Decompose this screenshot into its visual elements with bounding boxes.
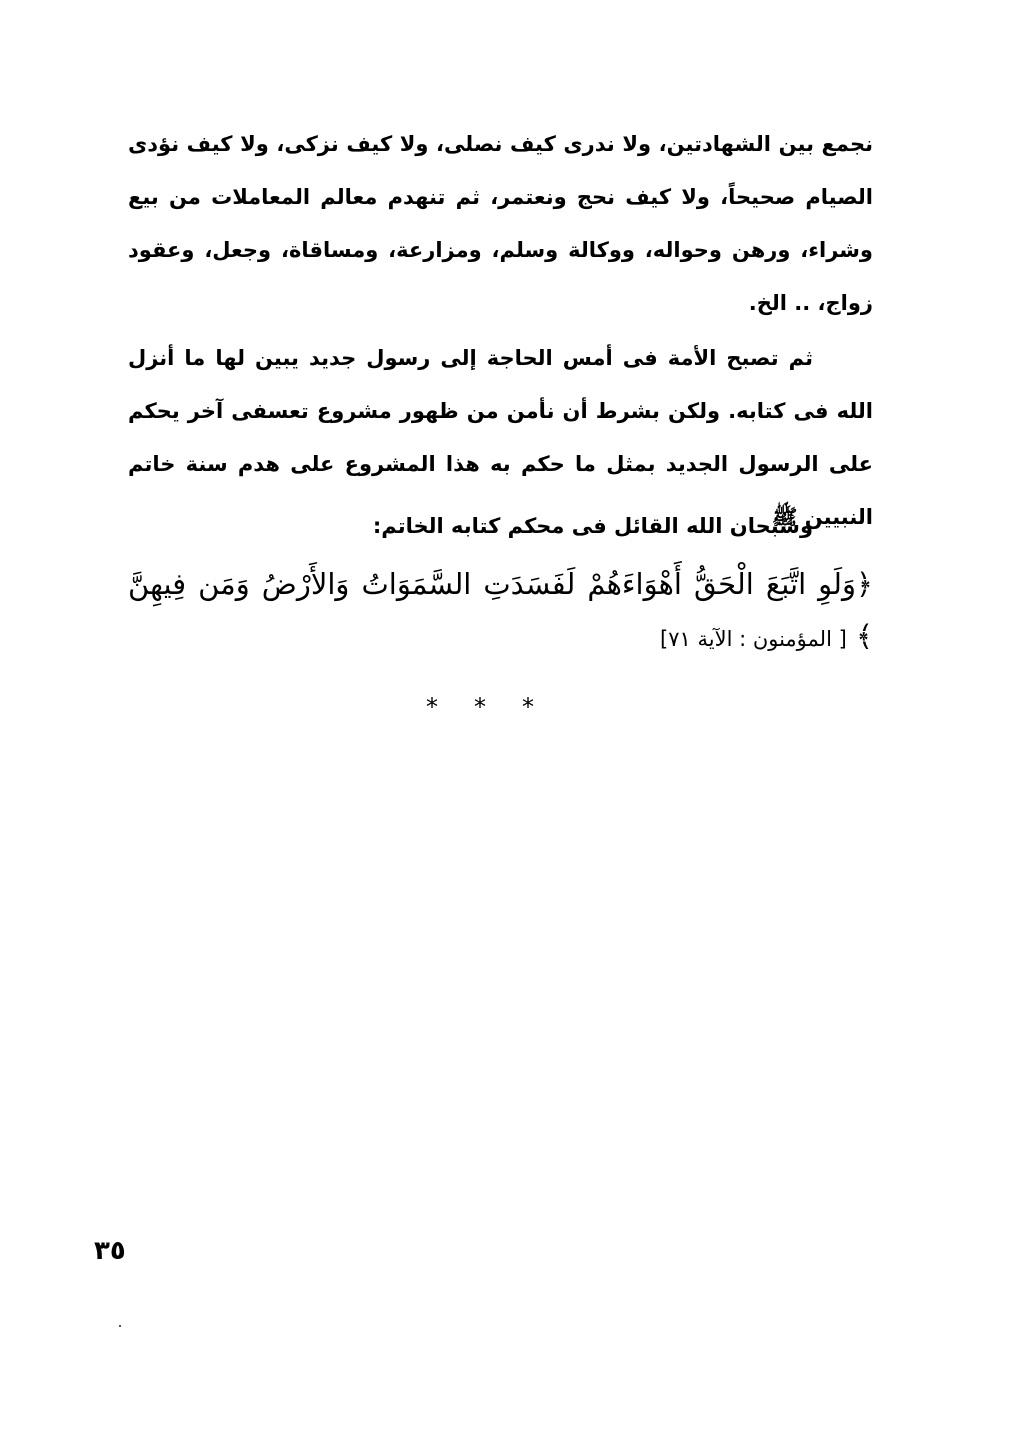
- quran-verse-text: ﴿وَلَوِ اتَّبَعَ الْحَقُّ أَهْوَاءَهُمْ لَفَسَدَتِ السَّمَوَاتُ وَالأَرْضُ وَمَن فِيهِنَّ ﴾: [128, 567, 873, 653]
- paragraph-3: وسبحان الله القائل فى محكم كتابه الخاتم:: [372, 514, 813, 538]
- section-separator: [420, 692, 540, 722]
- separator-star: *: [474, 693, 486, 721]
- page-number: ٣٥: [94, 1236, 126, 1266]
- separator-star: *: [522, 693, 534, 721]
- quran-verse-reference: [ المؤمنون : الآية ٧١]: [660, 627, 847, 651]
- quran-verse-block: [128, 558, 873, 665]
- paragraph-2: ثم تصبح الأمة فى أمس الحاجة إلى رسول جديد يبين لها ما أنزل الله فى كتابه. ولكن بشرط أن نأمن من ظهور مشروع تعسفى آخر يحكم على الرسول الجديد بمثل ما حكم به هذا المشروع على هدم سنة خاتم النبيين ﷺ: [128, 346, 873, 529]
- separator-star: *: [426, 693, 438, 721]
- scan-speck: [119, 1325, 121, 1327]
- paragraph-1: نجمع بين الشهادتين، ولا ندرى كيف نصلى، ولا كيف نزكى، ولا كيف نؤدى الصيام صحيحاً، ولا كيف نحج ونعتمر، ثم تنهدم معالم المعاملات من بيع وشراء، ورهن وحواله، ووكالة وسلم، ومزارعة، ومساقاة، وجعل، وعقود زواج، .. الخ.: [128, 132, 873, 315]
